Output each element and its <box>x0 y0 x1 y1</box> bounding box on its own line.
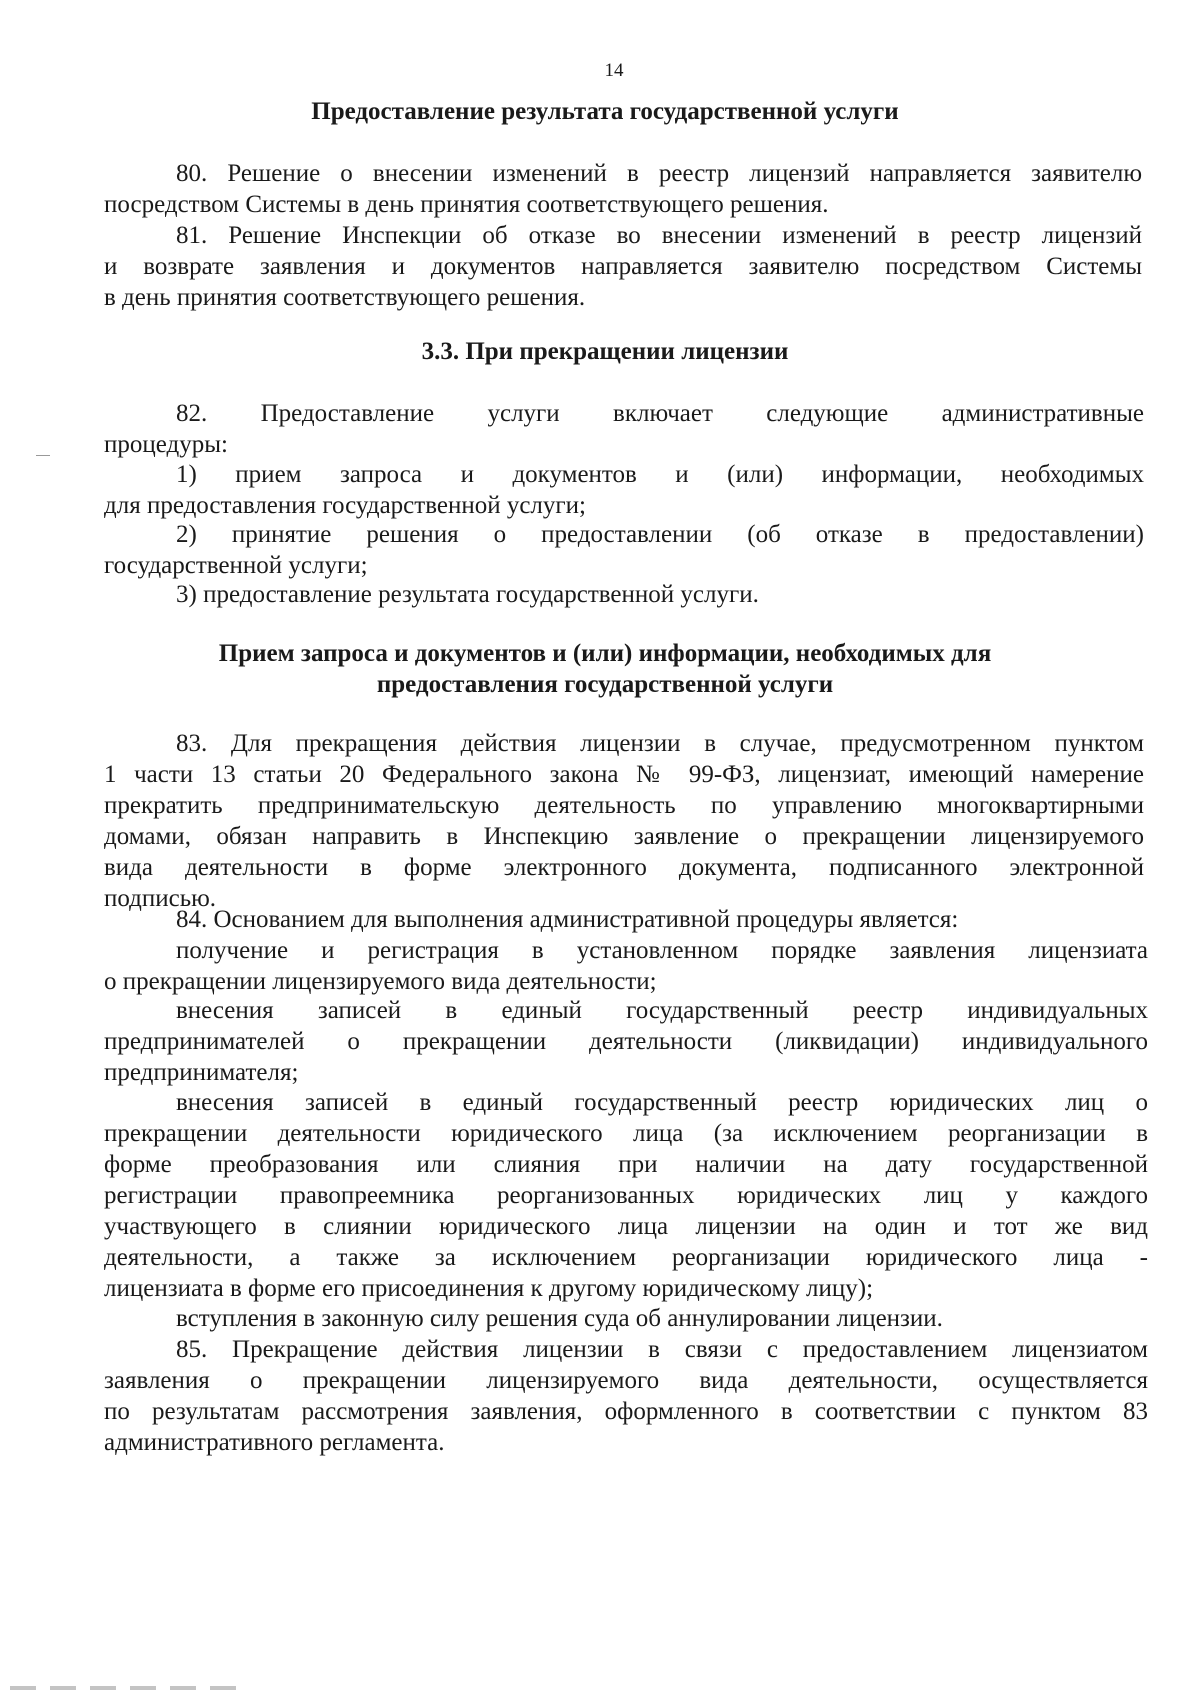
paragraph-83-line: 1 части 13 статьи 20 Федерального закона № 99-ФЗ, лицензиат, имеющий намерение <box>104 761 1144 788</box>
paragraph-80-line: посредством Системы в день принятия соответствующего решения. <box>104 191 829 218</box>
procedure-item-1 <box>104 459 1144 521</box>
basis-item-1-line: о прекращении лицензируемого вида деятельности; <box>104 968 657 995</box>
basis-item-4 <box>104 1303 1148 1334</box>
paragraph-82-line: 82. Предоставление услуги включает следующие административные <box>176 400 1144 427</box>
page-number: 14 <box>604 60 624 81</box>
paragraph-85-line: заявления о прекращении лицензируемого вида деятельности, осуществляется <box>104 1367 1148 1394</box>
basis-item-2 <box>104 995 1148 1088</box>
paragraph-81 <box>104 220 1142 313</box>
section-heading-request <box>0 638 1200 700</box>
section-heading-result: Предоставление результата государственной услуги <box>311 98 899 125</box>
paragraph-85-line: 85. Прекращение действия лицензии в связи с предоставлением лицензиатом <box>176 1336 1148 1363</box>
basis-item-3-line: деятельности, а также за исключением реорганизации юридического лица - <box>104 1244 1148 1271</box>
basis-item-1 <box>104 935 1148 997</box>
paragraph-85-line: по результатам рассмотрения заявления, оформленного в соответствии с пунктом 83 <box>104 1398 1148 1425</box>
basis-item-1-line: получение и регистрация в установленном порядке заявления лицензиата <box>176 937 1148 964</box>
section-heading-request-line: Прием запроса и документов и (или) информации, необходимых для <box>218 640 992 667</box>
paragraph-83-line: вида деятельности в форме электронного документа, подписанного электронной <box>104 854 1144 881</box>
basis-item-3-line: прекращении деятельности юридического лица (за исключением реорганизации в <box>104 1120 1148 1147</box>
paragraph-81-line: и возврате заявления и документов направляется заявителю посредством Системы <box>104 253 1142 280</box>
paragraph-83-line: подписью. <box>104 885 217 912</box>
basis-item-2-line: предпринимателей о прекращении деятельности (ликвидации) индивидуального <box>104 1028 1148 1055</box>
procedure-item-2-line: 2) принятие решения о предоставлении (об отказе в предоставлении) <box>176 521 1144 548</box>
paragraph-83-line: прекратить предпринимательскую деятельность по управлению многоквартирными <box>104 792 1144 819</box>
paragraph-83-line: домами, обязан направить в Инспекцию заявление о прекращении лицензируемого <box>104 823 1144 850</box>
paragraph-80 <box>104 158 1142 220</box>
paragraph-83 <box>104 728 1144 914</box>
paragraph-81-line: в день принятия соответствующего решения. <box>104 284 586 311</box>
procedure-item-2-line: государственной услуги; <box>104 552 368 579</box>
basis-item-3-line: форме преобразования или слияния при наличии на дату государственной <box>104 1151 1148 1178</box>
paragraph-85 <box>104 1334 1148 1458</box>
paragraph-85-line: административного регламента. <box>104 1429 445 1456</box>
basis-item-2-line: внесения записей в единый государственный реестр индивидуальных <box>176 997 1148 1024</box>
paragraph-82-line: процедуры: <box>104 431 228 458</box>
procedure-item-2 <box>104 519 1144 581</box>
procedure-item-1-line: для предоставления государственной услуги; <box>104 492 586 519</box>
margin-scan-mark <box>36 455 50 456</box>
paragraph-84 <box>104 904 1144 935</box>
basis-item-3-line: лицензиата в форме его присоединения к другому юридическому лицу); <box>104 1275 874 1302</box>
procedure-item-3-line: 3) предоставление результата государственной услуги. <box>176 581 759 608</box>
paragraph-83-line: 83. Для прекращения действия лицензии в случае, предусмотренном пунктом <box>176 730 1144 757</box>
paragraph-82 <box>104 398 1144 460</box>
procedure-item-3 <box>104 579 1144 610</box>
basis-item-2-line: предпринимателя; <box>104 1059 299 1086</box>
basis-item-3-line: внесения записей в единый государственный реестр юридических лиц о <box>176 1089 1148 1116</box>
bottom-scan-mark <box>10 1686 250 1690</box>
section-heading-request-line: предоставления государственной услуги <box>376 671 834 698</box>
paragraph-80-line: 80. Решение о внесении изменений в реестр лицензий направляется заявителю <box>176 160 1142 187</box>
basis-item-3-line: участвующего в слиянии юридического лица лицензии на один и тот же вид <box>104 1213 1148 1240</box>
paragraph-81-line: 81. Решение Инспекции об отказе во внесении изменений в реестр лицензий <box>176 222 1142 249</box>
basis-item-4-line: вступления в законную силу решения суда об аннулировании лицензии. <box>176 1305 943 1332</box>
basis-item-3 <box>104 1087 1148 1304</box>
procedure-item-1-line: 1) прием запроса и документов и (или) информации, необходимых <box>176 461 1144 488</box>
paragraph-84-line: 84. Основанием для выполнения административной процедуры является: <box>176 906 959 933</box>
basis-item-3-line: регистрации правопреемника реорганизованных юридических лиц у каждого <box>104 1182 1148 1209</box>
section-heading-termination: 3.3. При прекращении лицензии <box>421 338 789 365</box>
